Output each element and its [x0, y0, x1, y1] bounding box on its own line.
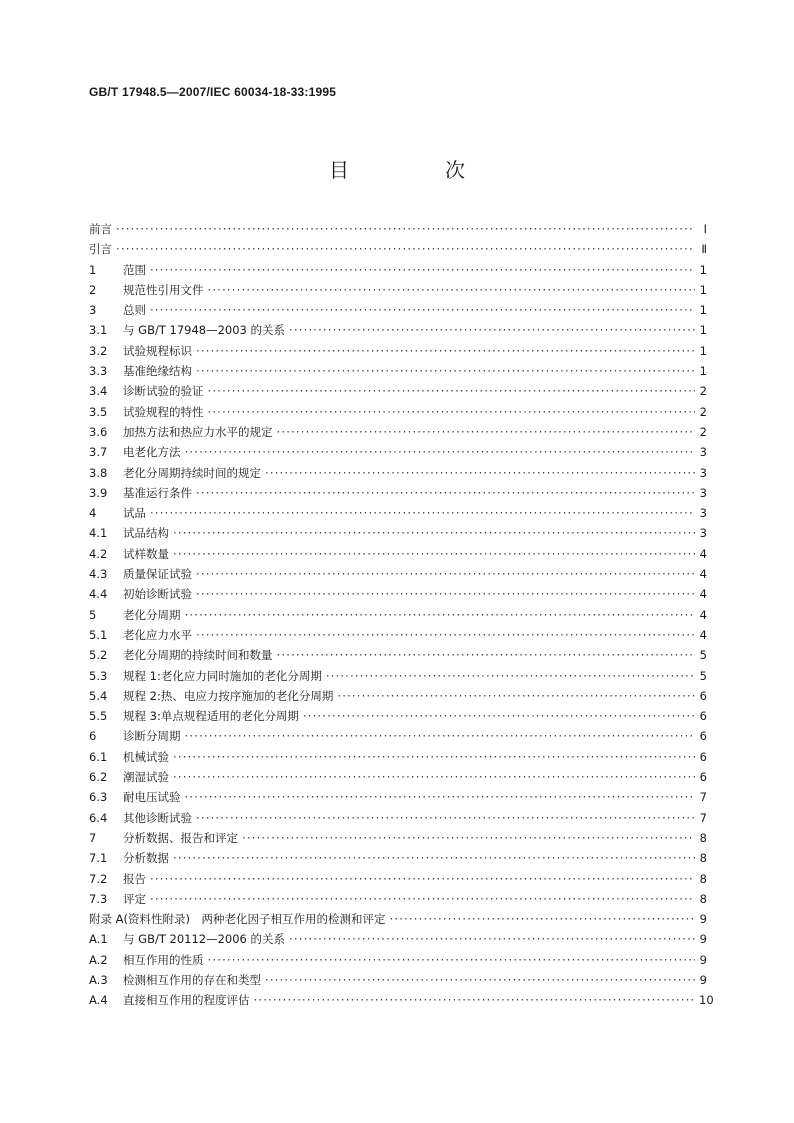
toc-entry-label: 耐电压试验 — [123, 790, 181, 805]
toc-entry[interactable] — [89, 605, 707, 625]
toc-leader-dots — [150, 503, 695, 523]
toc-leader-dots — [242, 828, 695, 848]
toc-entry-number: 4.4 — [89, 587, 108, 602]
toc-entry[interactable] — [89, 686, 707, 706]
toc-entry-number: 4.1 — [89, 526, 108, 541]
toc-entry[interactable] — [89, 909, 707, 929]
toc-leader-dots — [289, 929, 695, 949]
toc-leader-dots — [173, 523, 695, 543]
toc-entry-page: 1 — [699, 282, 707, 297]
toc-entry-number: 5.5 — [89, 709, 108, 724]
standard-code: GB/T 17948.5—2007/IEC 60034-18-33:1995 — [89, 85, 337, 99]
toc-entry-page: 3 — [699, 526, 707, 541]
toc-entry-label: 规程 3:单点规程适用的老化分周期 — [123, 709, 299, 724]
toc-entry-page: 4 — [699, 587, 707, 602]
toc-entry-label: 报告 — [123, 871, 146, 886]
toc-entry-page: 8 — [699, 830, 707, 845]
toc-entry[interactable] — [89, 848, 707, 868]
toc-entry-page: 1 — [699, 364, 707, 379]
toc-entry-label: 直接相互作用的程度评估 — [123, 993, 250, 1008]
toc-entry-page: 8 — [699, 851, 707, 866]
toc-entry[interactable] — [89, 483, 707, 503]
toc-entry-number: 5.2 — [89, 648, 108, 663]
toc-entry[interactable] — [89, 523, 707, 543]
toc-entry[interactable] — [89, 767, 707, 787]
toc-leader-dots — [185, 442, 696, 462]
toc-entry-label: 分析数据 — [123, 851, 169, 866]
toc-entry-page: 7 — [699, 790, 707, 805]
toc-entry[interactable] — [89, 280, 707, 300]
toc-entry-page: 1 — [699, 262, 707, 277]
toc-entry-page: 7 — [699, 810, 707, 825]
toc-entry[interactable] — [89, 889, 707, 909]
toc-entry-number: 5 — [89, 607, 97, 622]
toc-entry-label: 试品 — [123, 506, 146, 521]
toc-leader-dots — [173, 747, 695, 767]
toc-leader-dots — [208, 280, 696, 300]
toc-leader-dots — [150, 300, 695, 320]
toc-entry-page: 4 — [699, 567, 707, 582]
toc-entry[interactable] — [89, 625, 707, 645]
toc-entry-number: 3 — [89, 303, 97, 318]
toc-leader-dots — [150, 260, 695, 280]
toc-entry[interactable] — [89, 422, 707, 442]
toc-entry-label: 基准运行条件 — [123, 485, 192, 500]
toc-entry-page: Ⅱ — [701, 242, 707, 257]
toc-leader-dots — [326, 666, 695, 686]
toc-entry-number: 3.7 — [89, 445, 108, 460]
toc-entry-number: A.1 — [89, 932, 108, 947]
toc-entry-label: 引言 — [89, 242, 112, 257]
toc-entry-page: 5 — [699, 668, 707, 683]
toc-entry-page: 6 — [699, 729, 707, 744]
toc-entry-number: A.3 — [89, 972, 108, 987]
toc-entry-number: 3.1 — [89, 323, 108, 338]
toc-entry-page: Ⅰ — [703, 222, 707, 236]
toc-entry[interactable] — [89, 584, 707, 604]
toc-entry[interactable] — [89, 787, 707, 807]
toc-entry-number: 3.4 — [89, 384, 108, 399]
toc-entry-number: 4 — [89, 506, 97, 521]
toc-leader-dots — [150, 869, 695, 889]
toc-entry-label: 其他诊断试验 — [123, 810, 192, 825]
toc-entry-label: 试验规程的特性 — [123, 404, 204, 419]
toc-entry[interactable] — [89, 990, 714, 1010]
toc-entry-number: 3.2 — [89, 343, 108, 358]
toc-leader-dots — [277, 645, 696, 665]
toc-entry-page: 3 — [699, 485, 707, 500]
toc-entry-label: 与 GB/T 20112—2006 的关系 — [123, 932, 286, 947]
toc-entry-label: 相互作用的性质 — [123, 952, 204, 967]
toc-leader-dots — [289, 320, 695, 340]
toc-leader-dots — [303, 706, 695, 726]
toc-entry-label: 老化分周期 — [123, 607, 181, 622]
table-of-contents — [89, 219, 714, 1011]
toc-entry[interactable] — [89, 341, 707, 361]
toc-entry-page: 6 — [699, 770, 707, 785]
toc-entry[interactable] — [89, 239, 707, 259]
toc-entry-label: 加热方法和热应力水平的规定 — [123, 424, 273, 439]
toc-entry-number: 1 — [89, 262, 97, 277]
toc-entry-number: A.2 — [89, 952, 108, 967]
toc-entry-page: 4 — [699, 627, 707, 642]
toc-leader-dots — [277, 422, 696, 442]
toc-entry-number: 7.1 — [89, 851, 108, 866]
toc-entry-number: 6.4 — [89, 810, 108, 825]
toc-leader-dots — [196, 361, 695, 381]
toc-entry-label: 规程 1:老化应力同时施加的老化分周期 — [123, 668, 322, 683]
toc-entry[interactable] — [89, 645, 707, 665]
toc-leader-dots — [196, 341, 695, 361]
toc-leader-dots — [254, 990, 696, 1010]
toc-entry-page: 6 — [699, 749, 707, 764]
toc-entry-number: 3.9 — [89, 485, 108, 500]
toc-entry[interactable] — [89, 726, 707, 746]
toc-leader-dots — [116, 219, 695, 239]
toc-entry-page: 2 — [699, 404, 707, 419]
toc-entry-label: 基准绝缘结构 — [123, 364, 192, 379]
toc-leader-dots — [173, 848, 695, 868]
toc-entry[interactable] — [89, 706, 707, 726]
toc-entry-number: 2 — [89, 282, 97, 297]
toc-entry-page: 1 — [699, 343, 707, 358]
toc-entry[interactable] — [89, 564, 707, 584]
toc-entry-page: 1 — [699, 323, 707, 338]
toc-entry-page: 9 — [699, 972, 707, 987]
toc-entry-label: 评定 — [123, 891, 146, 906]
toc-entry-page: 2 — [699, 384, 707, 399]
toc-entry[interactable] — [89, 381, 707, 401]
toc-entry-label: 分析数据、报告和评定 — [123, 830, 238, 845]
toc-leader-dots — [196, 808, 695, 828]
toc-entry-label: 前言 — [89, 222, 112, 236]
toc-entry-label: 老化分周期的持续时间和数量 — [123, 648, 273, 663]
toc-entry[interactable] — [89, 950, 707, 970]
toc-entry-number: 6.2 — [89, 770, 108, 785]
toc-entry[interactable] — [89, 503, 707, 523]
toc-entry-label: 诊断试验的验证 — [123, 384, 204, 399]
toc-leader-dots — [185, 787, 696, 807]
toc-entry-label: 机械试验 — [123, 749, 169, 764]
toc-entry-label: 与 GB/T 17948—2003 的关系 — [123, 323, 286, 338]
toc-leader-dots — [196, 564, 695, 584]
toc-leader-dots — [265, 970, 695, 990]
toc-entry-number: 7.3 — [89, 891, 108, 906]
toc-entry-number: 3.5 — [89, 404, 108, 419]
toc-entry-label: 老化分周期持续时间的规定 — [123, 465, 261, 480]
toc-entry-label: 规范性引用文件 — [123, 282, 204, 297]
toc-entry-number: 6.3 — [89, 790, 108, 805]
toc-leader-dots — [196, 483, 695, 503]
toc-entry-label: 试样数量 — [123, 546, 169, 561]
toc-entry[interactable] — [89, 219, 707, 239]
toc-entry-page: 4 — [699, 607, 707, 622]
toc-entry-label: 附录 A(资料性附录) 两种老化因子相互作用的检测和评定 — [89, 912, 386, 927]
toc-entry[interactable] — [89, 402, 707, 422]
toc-leader-dots — [265, 463, 695, 483]
toc-entry-page: 9 — [699, 952, 707, 967]
toc-entry-page: 8 — [699, 891, 707, 906]
toc-leader-dots — [150, 889, 695, 909]
toc-entry-number: 3.6 — [89, 424, 108, 439]
toc-leader-dots — [208, 381, 696, 401]
toc-leader-dots — [116, 239, 695, 259]
toc-entry[interactable] — [89, 747, 707, 767]
toc-entry-page: 10 — [699, 993, 714, 1008]
toc-entry-number: 3.8 — [89, 465, 108, 480]
toc-entry[interactable] — [89, 544, 707, 564]
toc-leader-dots — [173, 544, 695, 564]
toc-entry-label: 诊断分周期 — [123, 729, 181, 744]
toc-entry-page: 6 — [699, 688, 707, 703]
toc-leader-dots — [208, 950, 696, 970]
toc-entry-number: 7 — [89, 830, 97, 845]
toc-entry-label: 范围 — [123, 262, 146, 277]
toc-entry-page: 2 — [699, 424, 707, 439]
toc-leader-dots — [337, 686, 695, 706]
toc-entry-label: 老化应力水平 — [123, 627, 192, 642]
toc-entry-number: 4.3 — [89, 567, 108, 582]
toc-entry-label: 试品结构 — [123, 526, 169, 541]
toc-entry-label: 质量保证试验 — [123, 567, 192, 582]
toc-leader-dots — [208, 402, 696, 422]
toc-entry-page: 4 — [699, 546, 707, 561]
toc-entry[interactable] — [89, 300, 707, 320]
toc-entry-number: 6 — [89, 729, 97, 744]
toc-entry[interactable] — [89, 666, 707, 686]
toc-entry-label: 试验规程标识 — [123, 343, 192, 358]
toc-entry-number: 7.2 — [89, 871, 108, 886]
toc-leader-dots — [185, 726, 696, 746]
toc-entry-number: 3.3 — [89, 364, 108, 379]
toc-entry-label: 电老化方法 — [123, 445, 181, 460]
toc-entry-number: 4.2 — [89, 546, 108, 561]
toc-entry-number: 5.3 — [89, 668, 108, 683]
toc-entry-page: 3 — [699, 445, 707, 460]
toc-entry-label: 初始诊断试验 — [123, 587, 192, 602]
toc-entry[interactable] — [89, 361, 707, 381]
page-title: 目 次 — [329, 158, 503, 182]
toc-entry-page: 9 — [699, 912, 707, 927]
toc-leader-dots — [196, 584, 695, 604]
toc-leader-dots — [185, 605, 696, 625]
toc-entry-label: 总则 — [123, 303, 146, 318]
toc-entry-page: 9 — [699, 932, 707, 947]
toc-entry-page: 8 — [699, 871, 707, 886]
toc-leader-dots — [173, 767, 695, 787]
toc-entry[interactable] — [89, 442, 707, 462]
toc-entry[interactable] — [89, 260, 707, 280]
toc-entry-number: A.4 — [89, 993, 108, 1008]
toc-entry-label: 规程 2:热、电应力按序施加的老化分周期 — [123, 688, 334, 703]
toc-entry[interactable] — [89, 828, 707, 848]
toc-entry[interactable] — [89, 929, 707, 949]
toc-leader-dots — [390, 909, 696, 929]
toc-entry-number: 6.1 — [89, 749, 108, 764]
toc-entry-page: 3 — [699, 465, 707, 480]
toc-leader-dots — [196, 625, 695, 645]
toc-entry-number: 5.1 — [89, 627, 108, 642]
toc-entry[interactable] — [89, 869, 707, 889]
toc-entry-label: 潮湿试验 — [123, 770, 169, 785]
toc-entry-number: 5.4 — [89, 688, 108, 703]
toc-entry-label: 检测相互作用的存在和类型 — [123, 972, 261, 987]
toc-entry[interactable] — [89, 970, 707, 990]
toc-entry[interactable] — [89, 808, 707, 828]
toc-entry-page: 6 — [699, 709, 707, 724]
toc-entry[interactable] — [89, 463, 707, 483]
toc-entry[interactable] — [89, 320, 707, 340]
toc-entry-page: 1 — [699, 303, 707, 318]
toc-entry-page: 3 — [699, 506, 707, 521]
toc-entry-page: 5 — [699, 648, 707, 663]
